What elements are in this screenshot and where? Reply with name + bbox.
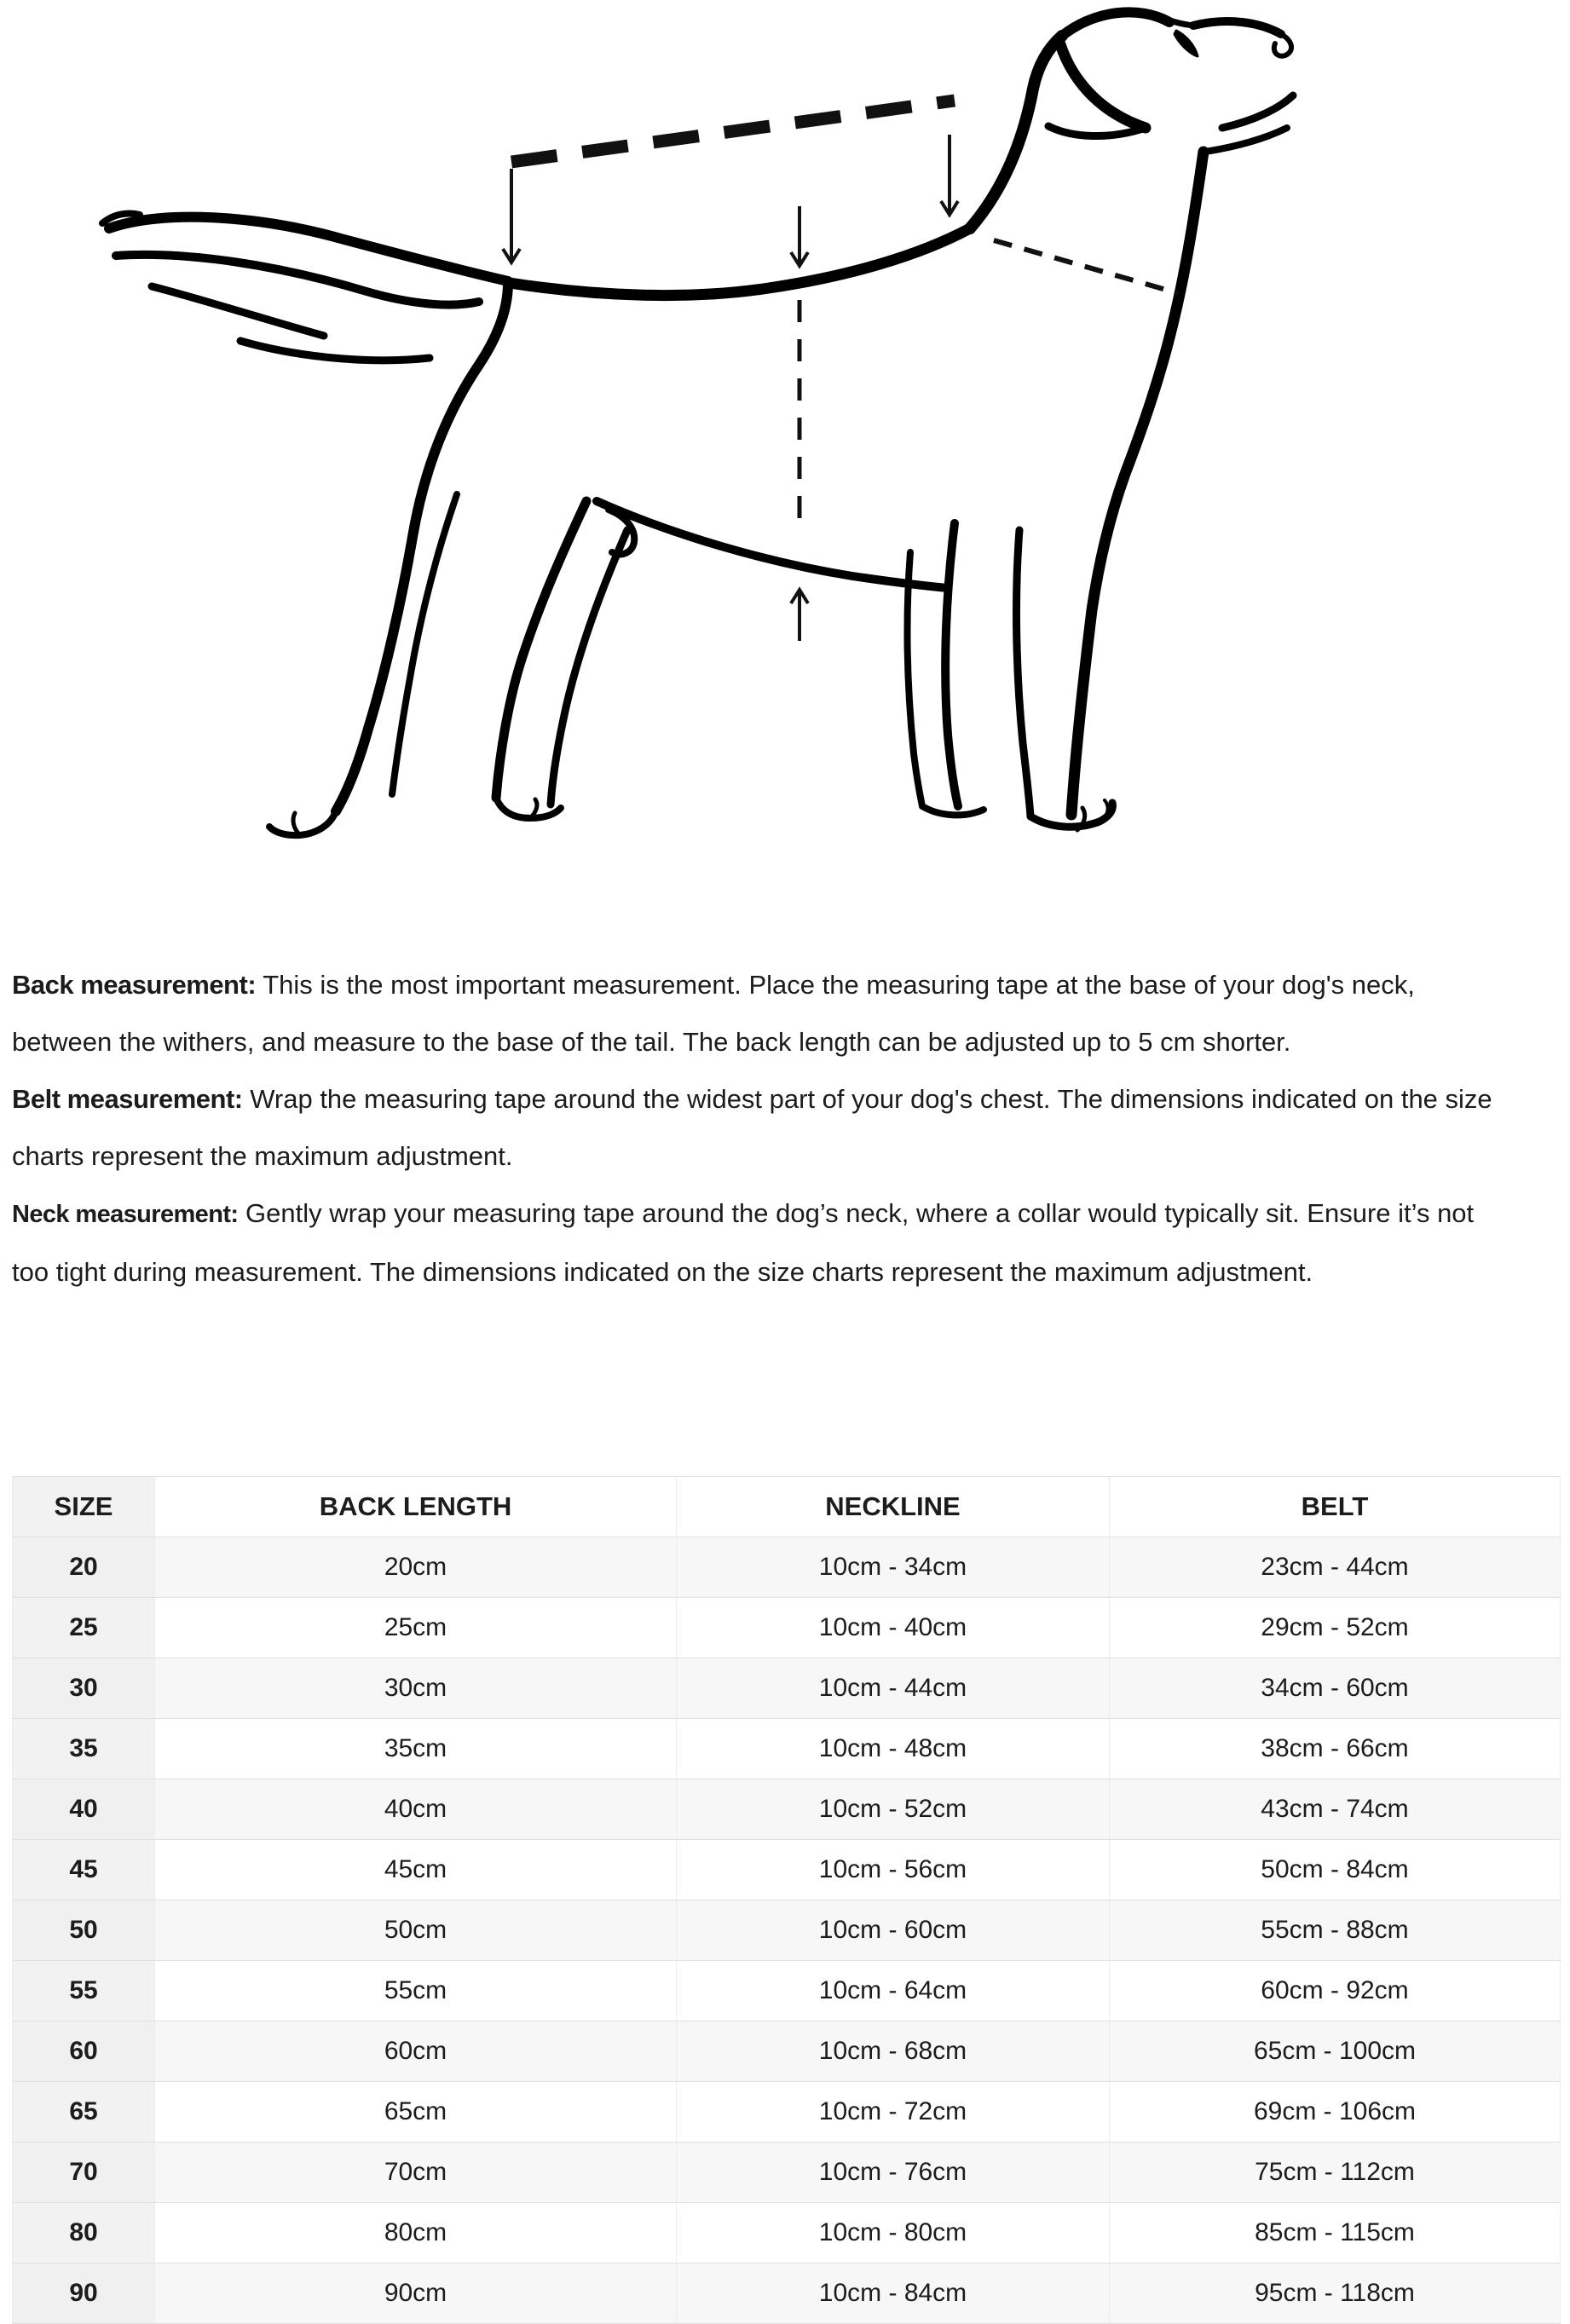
value-cell: 10cm - 84cm: [677, 2263, 1110, 2324]
value-cell: 30cm: [155, 1658, 677, 1719]
size-cell: 70: [13, 2142, 155, 2203]
table-row: [13, 1961, 1561, 2021]
back-start-down-arrow: [503, 169, 520, 262]
table-row: [13, 2082, 1561, 2142]
size-table-header-row: [13, 1477, 1561, 1537]
table-row: [13, 1719, 1561, 1779]
back-end-down-arrow: [941, 135, 958, 215]
belt-measurement-text: Wrap the measuring tape around the widest part of your dog's chest. The dimensions indicated on the size charts represent the maximum adjustment.: [12, 1084, 1492, 1171]
value-cell: 23cm - 44cm: [1110, 1537, 1561, 1598]
value-cell: 10cm - 48cm: [677, 1719, 1110, 1779]
dog-ear: [1060, 44, 1146, 128]
table-row: [13, 2203, 1561, 2263]
dog-diagram-svg: [0, 0, 1570, 903]
value-cell: 10cm - 44cm: [677, 1658, 1110, 1719]
back-length-dashed-line: [511, 101, 955, 162]
value-cell: 60cm - 92cm: [1110, 1961, 1561, 2021]
value-cell: 90cm: [155, 2263, 677, 2324]
measurement-annotations: [503, 101, 1178, 641]
belt-up-arrow: [791, 590, 808, 641]
neck-dashed-line: [994, 240, 1178, 293]
value-cell: 85cm - 115cm: [1110, 2203, 1561, 2263]
table-row: [13, 2263, 1561, 2324]
header-size: SIZE: [13, 1477, 155, 1537]
size-cell: 35: [13, 1719, 155, 1779]
table-row: [13, 1658, 1561, 1719]
size-table-body: [13, 1537, 1561, 2324]
value-cell: 40cm: [155, 1779, 677, 1840]
size-cell: 20: [13, 1537, 155, 1598]
back-mid-down-arrow: [791, 206, 808, 266]
value-cell: 75cm - 112cm: [1110, 2142, 1561, 2203]
value-cell: 65cm: [155, 2082, 677, 2142]
value-cell: 45cm: [155, 1840, 677, 1900]
size-cell: 40: [13, 1779, 155, 1840]
value-cell: 10cm - 64cm: [677, 1961, 1110, 2021]
size-cell: 45: [13, 1840, 155, 1900]
size-chart-table: [12, 1476, 1561, 2324]
back-measurement-text: This is the most important measurement. Place the measuring tape at the base of your dog's neck, between the withers, and measure to the base of the tail. The back length can be adjusted up to 5 cm shorter.: [12, 970, 1415, 1057]
size-cell: 80: [13, 2203, 155, 2263]
belt-measurement-label: Belt measurement:: [12, 1084, 243, 1114]
value-cell: 10cm - 76cm: [677, 2142, 1110, 2203]
value-cell: 34cm - 60cm: [1110, 1658, 1561, 1719]
size-cell: 65: [13, 2082, 155, 2142]
size-cell: 30: [13, 1658, 155, 1719]
value-cell: 55cm: [155, 1961, 677, 2021]
dog-measurement-diagram: [0, 0, 1570, 903]
dog-eye: [1175, 31, 1198, 56]
belt-measurement-paragraph: [12, 1070, 1509, 1185]
value-cell: 50cm: [155, 1900, 677, 1961]
value-cell: 10cm - 34cm: [677, 1537, 1110, 1598]
size-cell: 60: [13, 2021, 155, 2082]
value-cell: 10cm - 80cm: [677, 2203, 1110, 2263]
back-measurement-paragraph: [12, 956, 1509, 1070]
table-row: [13, 1840, 1561, 1900]
header-neckline: NECKLINE: [677, 1477, 1110, 1537]
value-cell: 10cm - 40cm: [677, 1598, 1110, 1658]
value-cell: 95cm - 118cm: [1110, 2263, 1561, 2324]
neck-measurement-paragraph: [12, 1185, 1509, 1300]
value-cell: 70cm: [155, 2142, 677, 2203]
value-cell: 35cm: [155, 1719, 677, 1779]
value-cell: 50cm - 84cm: [1110, 1840, 1561, 1900]
size-cell: 25: [13, 1598, 155, 1658]
value-cell: 25cm: [155, 1598, 677, 1658]
table-row: [13, 1779, 1561, 1840]
back-measurement-label: Back measurement:: [12, 970, 257, 1000]
value-cell: 60cm: [155, 2021, 677, 2082]
size-cell: 50: [13, 1900, 155, 1961]
value-cell: 80cm: [155, 2203, 677, 2263]
table-row: [13, 1537, 1561, 1598]
header-belt: BELT: [1110, 1477, 1561, 1537]
value-cell: 10cm - 52cm: [677, 1779, 1110, 1840]
table-row: [13, 1598, 1561, 1658]
value-cell: 65cm - 100cm: [1110, 2021, 1561, 2082]
value-cell: 10cm - 72cm: [677, 2082, 1110, 2142]
size-cell: 55: [13, 1961, 155, 2021]
neck-measurement-text: Gently wrap your measuring tape around the dog’s neck, where a collar would typically sit. Ensure it’s not too tight during measurement. The dimensions indicated on the size charts represent the maximum adjustment.: [12, 1198, 1475, 1287]
value-cell: 43cm - 74cm: [1110, 1779, 1561, 1840]
value-cell: 69cm - 106cm: [1110, 2082, 1561, 2142]
neck-measurement-label: Neck measurement:: [12, 1201, 239, 1228]
value-cell: 55cm - 88cm: [1110, 1900, 1561, 1961]
table-row: [13, 2021, 1561, 2082]
table-row: [13, 1900, 1561, 1961]
value-cell: 10cm - 60cm: [677, 1900, 1110, 1961]
value-cell: 38cm - 66cm: [1110, 1719, 1561, 1779]
measurement-instructions: [12, 956, 1509, 1300]
table-row: [13, 2142, 1561, 2203]
value-cell: 10cm - 56cm: [677, 1840, 1110, 1900]
value-cell: 29cm - 52cm: [1110, 1598, 1561, 1658]
value-cell: 20cm: [155, 1537, 677, 1598]
size-cell: 90: [13, 2263, 155, 2324]
header-back-length: BACK LENGTH: [155, 1477, 677, 1537]
value-cell: 10cm - 68cm: [677, 2021, 1110, 2082]
